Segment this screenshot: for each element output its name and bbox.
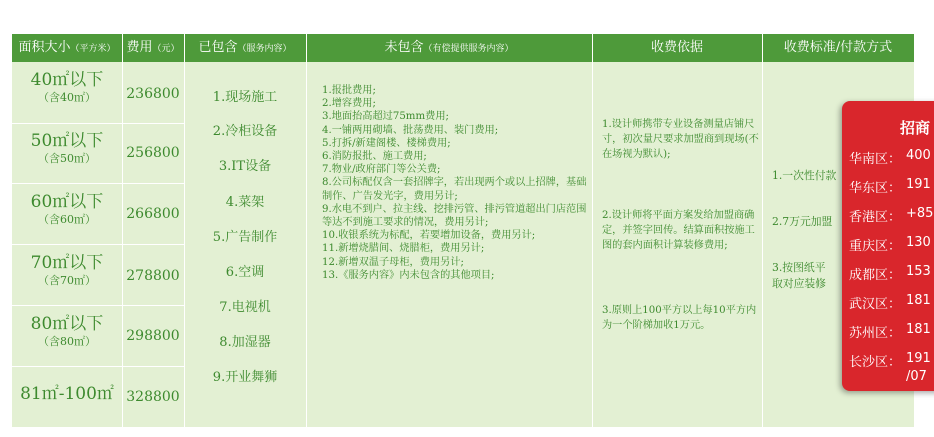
excluded-list — [322, 84, 587, 282]
fee-table — [12, 34, 914, 427]
standard-item: 1.一次性付款 — [772, 169, 837, 182]
row-divider — [12, 366, 184, 367]
excluded-item: 5.打拆/新建阁楼、楼梯费用; — [322, 137, 451, 149]
popup-region: 重庆区： — [849, 239, 902, 254]
excluded-item: 4.一铺两用砌墙、批荡费用、装门费用; — [322, 124, 499, 136]
popup-contact[interactable]: 181 — [906, 293, 931, 308]
excluded-item: 8.公司标配仅含一套招牌字，若出现两个或以上招牌，基础制作、广告发光字，费用另计; — [322, 177, 587, 202]
area-cell: 70㎡以下 （含70㎡） — [30, 253, 104, 287]
standard-item: 3.按图纸平 — [772, 261, 826, 274]
basis-item: 3.原则上100平方以上每10平方内为一个阶梯加收1万元。 — [602, 305, 757, 331]
popup-region: 成都区： — [849, 268, 902, 283]
included-item: 8.加湿器 — [219, 335, 271, 350]
row-divider — [12, 123, 184, 124]
popup-region: 华东区： — [849, 181, 902, 196]
included-item: 2.冷柜设备 — [212, 124, 278, 139]
row-divider — [12, 183, 184, 184]
popup-region: 苏州区： — [849, 326, 902, 341]
basis-item: 1.设计师携带专业设备测量店铺尺寸，初次量尺要求加盟商到现场(不在场视为默认); — [602, 119, 759, 160]
area-cell: 81㎡-100㎡ — [20, 384, 114, 404]
popup-contact[interactable]: 153 — [906, 264, 931, 279]
header-area: 面积大小（平方米） — [18, 40, 116, 55]
area-cell: 40㎡以下 （含40㎡） — [30, 70, 104, 104]
popup-region: 华南区： — [849, 152, 902, 167]
popup-region: 武汉区： — [849, 297, 902, 312]
popup-contact[interactable]: 191 — [906, 177, 931, 192]
popup-region: 长沙区： — [849, 355, 902, 370]
included-item: 5.广告制作 — [212, 230, 278, 245]
excluded-item: 2.增容费用; — [322, 98, 376, 110]
excluded-item: 10.收银系统为标配，若要增加设备，费用另计; — [322, 230, 536, 242]
column-divider — [762, 34, 763, 427]
area-cell: 80㎡以下 （含80㎡） — [30, 314, 104, 348]
row-divider — [12, 305, 184, 306]
standard-item: 取对应装修 — [772, 277, 826, 290]
header-standard: 收费标准/付款方式 — [783, 40, 893, 55]
column-divider — [592, 34, 593, 427]
included-item: 4.菜架 — [225, 195, 265, 210]
excluded-item: 6.消防报批、施工费用; — [322, 151, 427, 163]
included-item: 3.IT设备 — [218, 159, 272, 174]
row-divider — [12, 244, 184, 245]
header-fee: 费用（元） — [126, 40, 180, 55]
included-item: 7.电视机 — [219, 300, 271, 315]
fee-cell: 298800 — [126, 328, 180, 344]
fee-cell: 256800 — [126, 145, 180, 161]
excluded-item: 7.物业/政府部门等公关费; — [322, 164, 441, 176]
header-included: 已包含（服务内容） — [198, 40, 292, 55]
excluded-item: 12.新增双温子母柜，费用另计; — [322, 256, 464, 268]
fee-cell: 236800 — [126, 86, 180, 102]
popup-region: 香港区： — [849, 210, 902, 225]
header-basis: 收费依据 — [650, 40, 703, 55]
table-header — [12, 34, 914, 62]
area-cell: 60㎡以下 （含60㎡） — [30, 192, 104, 226]
excluded-item: 13.《服务内容》内未包含的其他项目; — [322, 269, 495, 281]
standard-item: 2.7万元加盟 — [772, 215, 833, 228]
column-divider — [306, 34, 307, 427]
contact-popup[interactable] — [842, 101, 934, 391]
excluded-item: 3.地面抬高超过75mm费用; — [322, 111, 449, 123]
popup-title: 招商 — [900, 119, 931, 137]
excluded-item: 11.新增烧腊间、烧腊柜，费用另计; — [322, 243, 485, 255]
popup-contact[interactable]: 130 — [906, 235, 931, 250]
excluded-item: 1.报批费用; — [322, 85, 376, 96]
header-excluded: 未包含（有偿提供服务内容） — [384, 40, 514, 55]
basis-item: 2.设计师将平面方案发给加盟商确定，并签字回传。结算面积按施工图的套内面积计算装修费用; — [602, 210, 755, 251]
popup-contact[interactable]: +85 — [906, 206, 934, 221]
included-item: 6.空调 — [225, 265, 265, 280]
fee-cell: 278800 — [126, 268, 180, 284]
excluded-item: 9.水电不到户、拉主线、挖排污管、排污管道超出门店范围等达不到施工要求的情况，费用另计; — [322, 203, 587, 229]
popup-contact[interactable]: 181 — [906, 322, 931, 337]
included-item: 9.开业舞狮 — [212, 370, 278, 385]
area-cell: 50㎡以下 （含50㎡） — [30, 131, 104, 165]
popup-contact-extra[interactable]: /07 — [906, 369, 927, 384]
popup-contact[interactable]: 400 — [906, 148, 931, 163]
fee-cell: 266800 — [126, 206, 180, 222]
fee-cell: 328800 — [126, 389, 180, 405]
popup-contact[interactable]: 191 — [906, 351, 931, 366]
included-item: 1.现场施工 — [212, 90, 278, 105]
